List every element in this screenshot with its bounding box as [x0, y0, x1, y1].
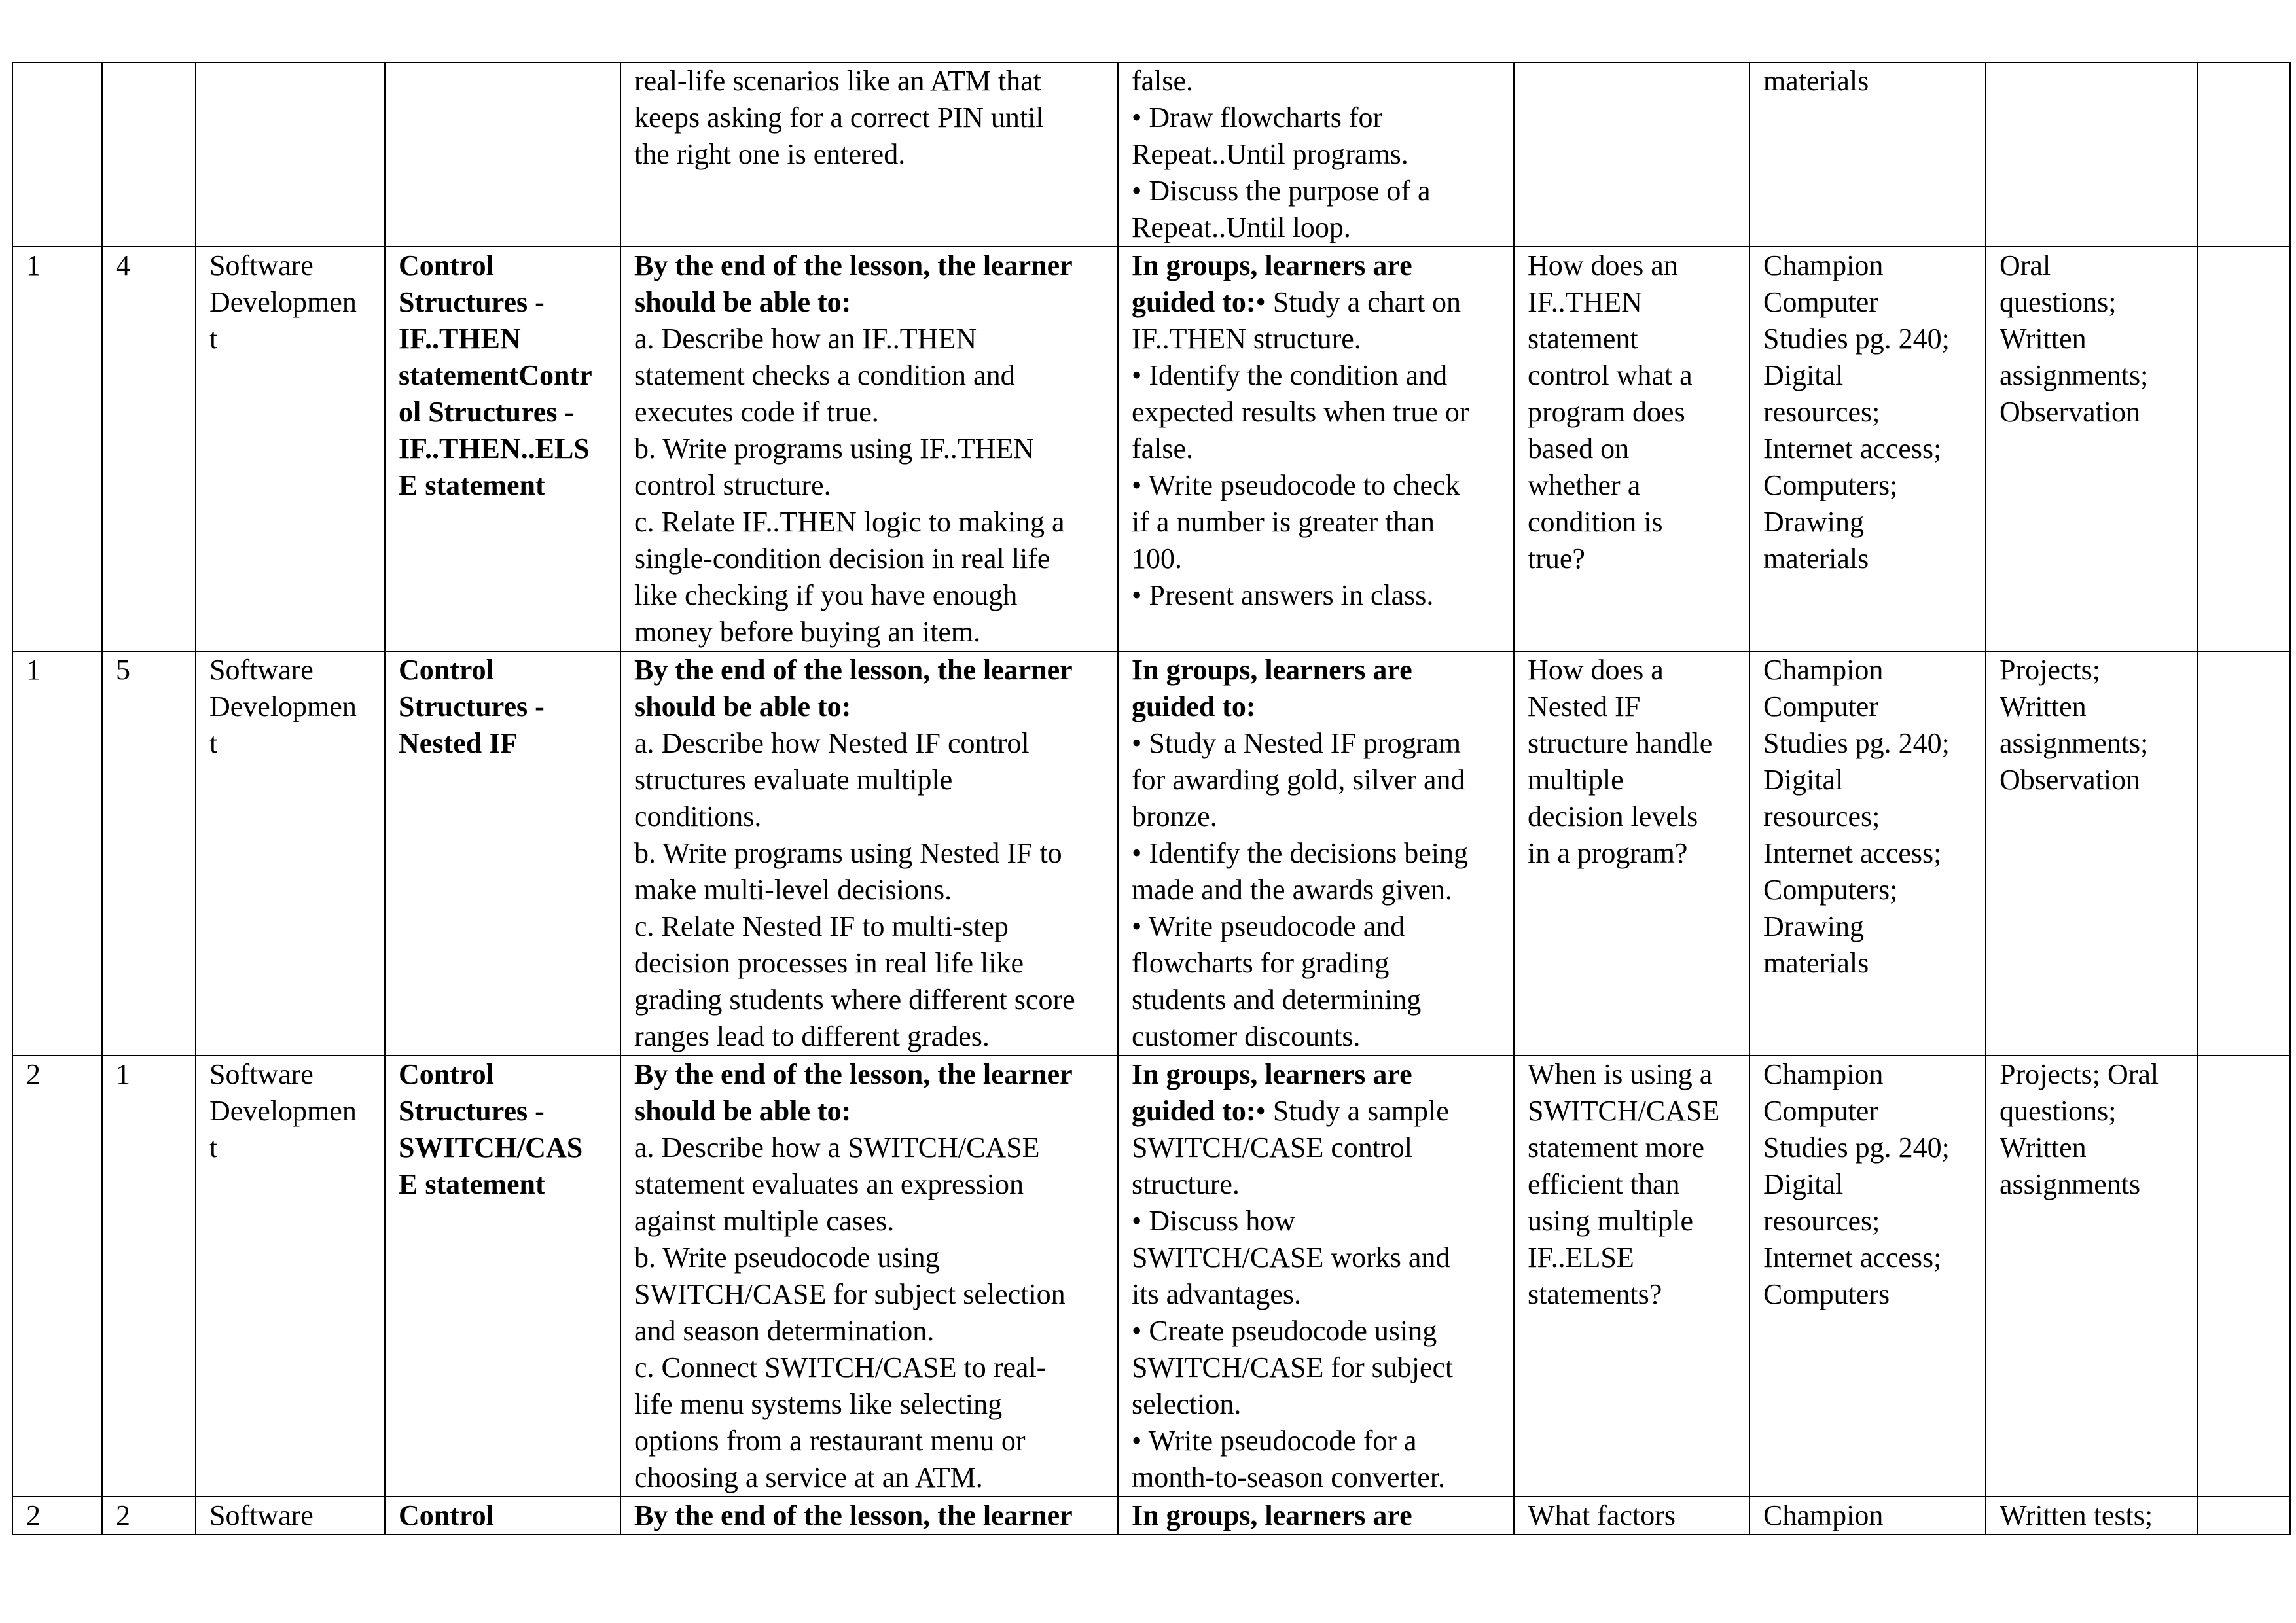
cell-heading-text: guided to: [1132, 286, 1256, 318]
cell-text-line: 1 [26, 654, 41, 686]
cell-text-line: control structure. [634, 469, 831, 501]
assessment-cell [1986, 651, 2198, 1056]
cell-text-line: SWITCH/CAS [399, 1132, 583, 1164]
cell-text-line: Software [209, 654, 314, 686]
cell-text-line: Drawing [1763, 910, 1864, 942]
learning-outcomes-cell [620, 1056, 1118, 1497]
strand-cell [196, 1497, 385, 1535]
learning-outcomes-cell [620, 247, 1118, 651]
cell-text-line: IF..THEN..ELS [399, 433, 590, 465]
cell-text-line: multiple [1528, 764, 1624, 796]
assessment-cell [1986, 247, 2198, 651]
cell-text-line: month-to-season converter. [1132, 1461, 1445, 1493]
sub-strand-cell [385, 651, 620, 1056]
cell-text-line: 5 [116, 654, 130, 686]
cell-text-line: 2 [26, 1499, 41, 1531]
learning-experiences-cell [1118, 1056, 1514, 1497]
cell-text-line: Written [2000, 323, 2087, 355]
cell-text-line: SWITCH/CASE [1528, 1095, 1720, 1127]
cell-text-line: true? [1528, 543, 1585, 575]
learning-experiences-cell [1118, 62, 1514, 247]
cell-text-line: life menu systems like selecting [634, 1388, 1003, 1420]
learning-outcomes-cell [620, 62, 1118, 247]
cell-text-line: What factors [1528, 1499, 1676, 1531]
cell-text-line: the right one is entered. [634, 138, 906, 170]
cell-text-line: selection. [1132, 1388, 1242, 1420]
sub-strand-cell [385, 62, 620, 247]
cell-text-line: • Write pseudocode to check [1132, 469, 1460, 501]
cell-text-line: assignments; [2000, 359, 2149, 391]
cell-text-line: By the end of the lesson, the learner [634, 654, 1073, 686]
cell-text-line: control what a [1528, 359, 1693, 391]
cell-text-line: money before buying an item. [634, 616, 981, 648]
table-row [12, 1056, 2290, 1497]
cell-text-line: Digital [1763, 764, 1844, 796]
cell-text-line: IF..THEN structure. [1132, 323, 1361, 355]
cell-text-line: guided to: [1132, 690, 1256, 722]
key-inquiry-cell [1514, 1056, 1749, 1497]
cell-text-line: • Discuss the purpose of a [1132, 175, 1431, 207]
cell-text-line: against multiple cases. [634, 1205, 895, 1237]
cell-text-line: SWITCH/CASE for subject selection [634, 1278, 1066, 1310]
cell-text-line: • Present answers in class. [1132, 579, 1434, 611]
cell-text-line: Champion [1763, 1499, 1884, 1531]
cell-text-line: a. Describe how an IF..THEN [634, 323, 977, 355]
learning-experiences-cell [1118, 1497, 1514, 1535]
cell-text-line: Written [2000, 690, 2087, 722]
cell-text-line: How does a [1528, 654, 1664, 686]
remarks-cell [2198, 1056, 2290, 1497]
week-cell [12, 1056, 102, 1497]
cell-text-line: materials [1763, 65, 1869, 97]
scheme-of-work-table [12, 62, 2291, 1535]
cell-text-line: based on [1528, 433, 1630, 465]
cell-text-line: 2 [116, 1499, 130, 1531]
table-row [12, 62, 2290, 247]
cell-text-line: false. [1132, 433, 1194, 465]
cell-text-line: grading students where different score [634, 984, 1075, 1016]
cell-text-line: In groups, learners are [1132, 1499, 1412, 1531]
learning-experiences-cell [1118, 651, 1514, 1056]
cell-text-line: 100. [1132, 543, 1182, 575]
cell-text-line: Control [399, 654, 494, 686]
cell-text-line [1132, 1093, 1504, 1130]
cell-text-line: In groups, learners are [1132, 1058, 1412, 1090]
strand-cell [196, 62, 385, 247]
cell-text-line: Champion [1763, 249, 1884, 281]
cell-text-line: By the end of the lesson, the learner [634, 249, 1073, 281]
cell-text-line: structures evaluate multiple [634, 764, 953, 796]
cell-text-line: single-condition decision in real life [634, 543, 1050, 575]
lesson-cell [102, 62, 196, 247]
cell-text-line: Studies pg. 240; [1763, 323, 1950, 355]
cell-text-line: statementContr [399, 359, 592, 391]
cell-text-line: a. Describe how Nested IF control [634, 727, 1030, 759]
cell-text-line: should be able to: [634, 286, 852, 318]
cell-text-line: bronze. [1132, 800, 1217, 832]
cell-text-line: real-life scenarios like an ATM that [634, 65, 1041, 97]
cell-text-line: • Draw flowcharts for [1132, 101, 1383, 134]
cell-text-line: Observation [2000, 396, 2141, 428]
cell-text-line: b. Write programs using IF..THEN [634, 433, 1035, 465]
cell-text-line: materials [1763, 543, 1869, 575]
cell-text-line: students and determining [1132, 984, 1422, 1016]
cell-text-line: • Write pseudocode for a [1132, 1425, 1417, 1457]
cell-text-line: Champion [1763, 1058, 1884, 1090]
cell-text-line: Developmen [209, 1095, 357, 1127]
cell-text-line: Computer [1763, 1095, 1878, 1127]
cell-text-line: Developmen [209, 690, 357, 722]
cell-text-line: Digital [1763, 1168, 1844, 1200]
cell-text-line: keeps asking for a correct PIN until [634, 101, 1044, 134]
learning-experiences-cell [1118, 247, 1514, 651]
cell-text-line: Internet access; [1763, 433, 1942, 465]
cell-text-line: Observation [2000, 764, 2141, 796]
learning-resources-cell [1749, 651, 1986, 1056]
lesson-cell [102, 247, 196, 651]
cell-text-line: Software [209, 1058, 314, 1090]
cell-text-line: made and the awards given. [1132, 874, 1452, 906]
assessment-cell [1986, 62, 2198, 247]
cell-text-line: questions; [2000, 286, 2117, 318]
sub-strand-cell [385, 1056, 620, 1497]
cell-text-line: SWITCH/CASE control [1132, 1132, 1412, 1164]
cell-text-line [1132, 284, 1504, 321]
table-row [12, 247, 2290, 651]
cell-text-line: efficient than [1528, 1168, 1680, 1200]
cell-text-line: assignments [2000, 1168, 2141, 1200]
cell-text-line: Internet access; [1763, 837, 1942, 869]
week-cell [12, 62, 102, 247]
cell-text-line: Projects; [2000, 654, 2100, 686]
cell-text-line: E statement [399, 469, 545, 501]
cell-text-line: 2 [26, 1058, 41, 1090]
strand-cell [196, 1056, 385, 1497]
cell-text-line: Computers [1763, 1278, 1890, 1310]
cell-text-line: decision levels [1528, 800, 1698, 832]
week-cell [12, 651, 102, 1056]
learning-resources-cell [1749, 62, 1986, 247]
cell-text-line: should be able to: [634, 1095, 852, 1127]
cell-text-line: statements? [1528, 1278, 1662, 1310]
assessment-cell [1986, 1056, 2198, 1497]
cell-text-line: Written tests; [2000, 1499, 2153, 1531]
cell-text-line: Developmen [209, 286, 357, 318]
cell-text-line: In groups, learners are [1132, 249, 1412, 281]
cell-text-line: Nested IF [1528, 690, 1641, 722]
cell-text-line: t [209, 1132, 218, 1164]
strand-cell [196, 651, 385, 1056]
cell-text-line: Control [399, 1499, 494, 1531]
cell-text-line: program does [1528, 396, 1685, 428]
cell-text-line: Drawing [1763, 506, 1864, 538]
cell-text-line: Control [399, 249, 494, 281]
cell-text-line: conditions. [634, 800, 762, 832]
cell-text-line: statement evaluates an expression [634, 1168, 1024, 1200]
cell-text-line: whether a [1528, 469, 1641, 501]
cell-text-line: like checking if you have enough [634, 579, 1018, 611]
key-inquiry-cell [1514, 651, 1749, 1056]
cell-text-line: E statement [399, 1168, 545, 1200]
cell-text-line: b. Write programs using Nested IF to [634, 837, 1062, 869]
cell-text-line: • Identify the condition and [1132, 359, 1448, 391]
cell-text-line: By the end of the lesson, the learner [634, 1499, 1073, 1531]
cell-text-line: if a number is greater than [1132, 506, 1435, 538]
cell-text-line: questions; [2000, 1095, 2117, 1127]
cell-text-line: statement checks a condition and [634, 359, 1015, 391]
cell-text-line: Computers; [1763, 469, 1898, 501]
cell-text-line: and season determination. [634, 1315, 935, 1347]
cell-text-line: executes code if true. [634, 396, 879, 428]
cell-text-line: resources; [1763, 1205, 1880, 1237]
week-cell [12, 247, 102, 651]
cell-text-line: t [209, 323, 218, 355]
key-inquiry-cell [1514, 1497, 1749, 1535]
cell-text-line: Written [2000, 1132, 2087, 1164]
cell-text-line: Digital [1763, 359, 1844, 391]
cell-text-line: By the end of the lesson, the learner [634, 1058, 1073, 1090]
cell-text-line: b. Write pseudocode using [634, 1241, 940, 1274]
cell-text-line: should be able to: [634, 690, 852, 722]
learning-resources-cell [1749, 1056, 1986, 1497]
cell-text-line: options from a restaurant menu or [634, 1425, 1026, 1457]
cell-text-line: 4 [116, 249, 130, 281]
cell-text-line: Control [399, 1058, 494, 1090]
cell-text-line: • Discuss how [1132, 1205, 1296, 1237]
key-inquiry-cell [1514, 247, 1749, 651]
cell-text-line: ol Structures - [399, 396, 575, 428]
cell-text-line: expected results when true or [1132, 396, 1469, 428]
cell-text-line: ranges lead to different grades. [634, 1020, 990, 1052]
cell-text-line: condition is [1528, 506, 1663, 538]
cell-text-line: Studies pg. 240; [1763, 1132, 1950, 1164]
cell-text-line: make multi-level decisions. [634, 874, 952, 906]
cell-text-line: in a program? [1528, 837, 1688, 869]
cell-text-line: Repeat..Until programs. [1132, 138, 1408, 170]
key-inquiry-cell [1514, 62, 1749, 247]
cell-text-line: statement [1528, 323, 1638, 355]
cell-text-line: choosing a service at an ATM. [634, 1461, 983, 1493]
cell-text-line: using multiple [1528, 1205, 1693, 1237]
cell-text-line: Structures - [399, 1095, 545, 1127]
sub-strand-cell [385, 1497, 620, 1535]
remarks-cell [2198, 62, 2290, 247]
cell-text-line: Computer [1763, 690, 1878, 722]
learning-resources-cell [1749, 247, 1986, 651]
cell-text-line: Nested IF [399, 727, 518, 759]
cell-text-line: resources; [1763, 800, 1880, 832]
cell-text-line: a. Describe how a SWITCH/CASE [634, 1132, 1040, 1164]
cell-text-line: • Study a Nested IF program [1132, 727, 1461, 759]
cell-text-line: Structures - [399, 286, 545, 318]
cell-text-line: its advantages. [1132, 1278, 1302, 1310]
learning-outcomes-cell [620, 1497, 1118, 1535]
cell-text-line: decision processes in real life like [634, 947, 1024, 979]
cell-text-line: customer discounts. [1132, 1020, 1361, 1052]
cell-text-line: t [209, 727, 218, 759]
table-row [12, 651, 2290, 1056]
week-cell [12, 1497, 102, 1535]
cell-text-line: 1 [26, 249, 41, 281]
cell-text-line: for awarding gold, silver and [1132, 764, 1465, 796]
cell-text-line: In groups, learners are [1132, 654, 1412, 686]
cell-text-line: Software [209, 249, 314, 281]
remarks-cell [2198, 247, 2290, 651]
cell-text-line: c. Relate IF..THEN logic to making a [634, 506, 1065, 538]
cell-text-line: resources; [1763, 396, 1880, 428]
learning-resources-cell [1749, 1497, 1986, 1535]
cell-text-line: c. Relate Nested IF to multi-step [634, 910, 1009, 942]
cell-text-line: Projects; Oral [2000, 1058, 2159, 1090]
cell-text-line: 1 [116, 1058, 130, 1090]
cell-text-line: SWITCH/CASE works and [1132, 1241, 1450, 1274]
cell-text-line: When is using a [1528, 1058, 1713, 1090]
cell-text-line: SWITCH/CASE for subject [1132, 1351, 1454, 1383]
cell-heading-text: guided to: [1132, 1095, 1256, 1127]
cell-text-line: IF..THEN [1528, 286, 1642, 318]
remarks-cell [2198, 1497, 2290, 1535]
table-row [12, 1497, 2290, 1535]
cell-text-line: structure handle [1528, 727, 1713, 759]
learning-outcomes-cell [620, 651, 1118, 1056]
cell-text-line: assignments; [2000, 727, 2149, 759]
cell-text-line: Software [209, 1499, 314, 1531]
cell-text-line: Champion [1763, 654, 1884, 686]
strand-cell [196, 247, 385, 651]
assessment-cell [1986, 1497, 2198, 1535]
cell-text-line: Oral [2000, 249, 2051, 281]
cell-text-line: • Identify the decisions being [1132, 837, 1468, 869]
cell-text-line: c. Connect SWITCH/CASE to real- [634, 1351, 1047, 1383]
cell-text-line: Internet access; [1763, 1241, 1942, 1274]
cell-text-line: materials [1763, 947, 1869, 979]
cell-text-line: statement more [1528, 1132, 1705, 1164]
sub-strand-cell [385, 247, 620, 651]
cell-text-line: IF..ELSE [1528, 1241, 1634, 1274]
cell-text-line: • Create pseudocode using [1132, 1315, 1437, 1347]
cell-text: • Study a chart on [1255, 286, 1462, 318]
cell-text-line: IF..THEN [399, 323, 521, 355]
cell-text-line: Computers; [1763, 874, 1898, 906]
cell-text-line: Structures - [399, 690, 545, 722]
cell-text-line: Repeat..Until loop. [1132, 211, 1351, 243]
table-body [12, 62, 2290, 1535]
cell-text-line: How does an [1528, 249, 1678, 281]
lesson-cell [102, 651, 196, 1056]
cell-text-line: structure. [1132, 1168, 1240, 1200]
cell-text-line: Computer [1763, 286, 1878, 318]
cell-text-line: flowcharts for grading [1132, 947, 1390, 979]
cell-text: • Study a sample [1255, 1095, 1449, 1127]
cell-text-line: Studies pg. 240; [1763, 727, 1950, 759]
cell-text-line: false. [1132, 65, 1194, 97]
lesson-cell [102, 1056, 196, 1497]
remarks-cell [2198, 651, 2290, 1056]
lesson-cell [102, 1497, 196, 1535]
cell-text-line: • Write pseudocode and [1132, 910, 1405, 942]
